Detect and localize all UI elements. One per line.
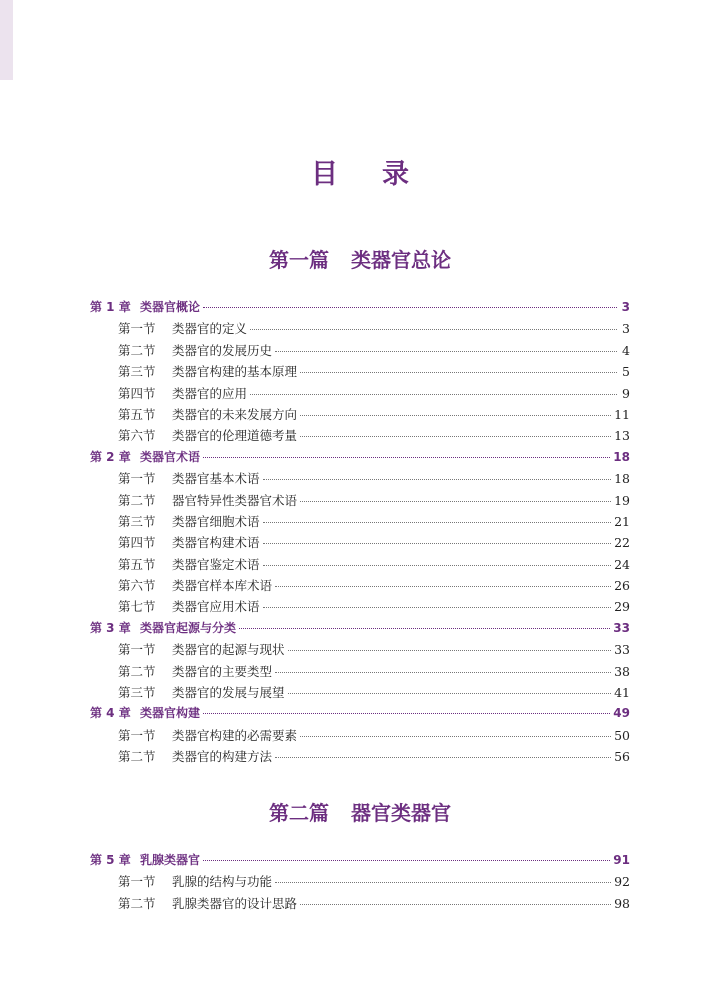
toc-section-entry[interactable] xyxy=(90,596,630,617)
entry-title: 器官特异性类器官术语 xyxy=(172,492,298,508)
entry-label xyxy=(90,575,272,596)
entry-number: 第六节 xyxy=(118,428,156,444)
toc-section-entry[interactable] xyxy=(90,425,630,446)
entry-title: 类器官基本术语 xyxy=(172,471,260,487)
entry-label xyxy=(90,703,200,724)
entry-label xyxy=(90,554,260,575)
entry-number: 第 4 章 xyxy=(90,706,131,721)
entry-number: 第二节 xyxy=(118,663,156,679)
page-number: 24 xyxy=(614,556,630,572)
page-number: 5 xyxy=(622,364,630,380)
toc-section-entry[interactable] xyxy=(90,575,630,596)
toc-section-entry[interactable] xyxy=(90,746,630,767)
entry-label xyxy=(90,746,272,767)
leader-dots xyxy=(275,672,611,673)
page-number: 21 xyxy=(614,513,630,529)
leader-dots xyxy=(239,628,610,629)
toc-chapter-entry[interactable] xyxy=(90,447,630,468)
entry-number: 第五节 xyxy=(118,406,156,422)
entry-number: 第一节 xyxy=(118,642,156,658)
leader-dots xyxy=(300,372,617,373)
leader-dots xyxy=(203,860,610,861)
leader-dots xyxy=(203,713,610,714)
toc-chapter-entry[interactable] xyxy=(90,297,630,318)
entry-label xyxy=(90,661,272,682)
toc-section-entry[interactable] xyxy=(90,661,630,682)
page-number: 91 xyxy=(613,853,630,867)
leader-dots xyxy=(300,904,611,905)
entry-title: 类器官细胞术语 xyxy=(172,513,260,529)
entry-title: 类器官的应用 xyxy=(172,385,248,401)
leader-dots xyxy=(263,479,612,480)
entry-number: 第一节 xyxy=(118,321,156,337)
toc-section-entry[interactable] xyxy=(90,682,630,703)
entry-title: 乳腺的结构与功能 xyxy=(172,874,273,890)
leader-dots xyxy=(275,882,611,883)
toc-chapter-entry[interactable] xyxy=(90,850,630,871)
entry-title: 类器官的未来发展方向 xyxy=(172,406,298,422)
entry-label xyxy=(90,490,297,511)
entry-number: 第四节 xyxy=(118,535,156,551)
entry-label xyxy=(90,618,236,639)
page-number: 18 xyxy=(613,449,630,464)
page-number: 19 xyxy=(614,492,630,508)
entry-title: 类器官的发展历史 xyxy=(172,342,273,358)
leader-dots xyxy=(300,415,611,416)
page-number: 33 xyxy=(614,642,630,658)
page-number: 4 xyxy=(622,342,630,358)
entry-number: 第五节 xyxy=(118,556,156,572)
leader-dots xyxy=(288,650,612,651)
entry-label xyxy=(90,893,297,914)
entry-number: 第七节 xyxy=(118,599,156,615)
entry-number: 第三节 xyxy=(118,685,156,701)
part-title-1 xyxy=(0,244,720,273)
leader-dots xyxy=(275,757,611,758)
entry-number: 第二节 xyxy=(118,492,156,508)
leader-dots xyxy=(300,736,611,737)
page-number: 50 xyxy=(614,727,630,743)
toc-section-entry[interactable] xyxy=(90,404,630,425)
entry-label xyxy=(90,447,200,468)
entry-label xyxy=(90,383,247,404)
leader-dots xyxy=(300,436,611,437)
entry-title: 类器官起源与分类 xyxy=(140,620,237,635)
entry-label xyxy=(90,318,247,339)
page-number: 56 xyxy=(614,749,630,765)
leader-dots xyxy=(300,501,611,502)
entry-label xyxy=(90,511,260,532)
entry-label xyxy=(90,340,272,361)
entry-title: 类器官概论 xyxy=(140,300,201,314)
toc-list-part-2 xyxy=(90,850,630,914)
entry-title: 乳腺类器官 xyxy=(140,853,201,867)
entry-number: 第二节 xyxy=(118,342,156,358)
toc-section-entry[interactable] xyxy=(90,383,630,404)
entry-title: 类器官构建的基本原理 xyxy=(172,364,298,380)
part-number: 第一篇 xyxy=(269,248,329,272)
entry-label xyxy=(90,682,285,703)
entry-title: 类器官构建的必需要素 xyxy=(172,727,298,743)
entry-number: 第一节 xyxy=(118,727,156,743)
entry-label xyxy=(90,532,260,553)
page-number: 3 xyxy=(621,300,630,314)
entry-number: 第四节 xyxy=(118,385,156,401)
part-title-2 xyxy=(0,797,720,826)
entry-title: 类器官鉴定术语 xyxy=(172,556,260,572)
entry-number: 第 2 章 xyxy=(90,449,131,464)
leader-dots xyxy=(263,565,612,566)
page-title: 目录 xyxy=(311,159,453,190)
toc-chapter-entry[interactable] xyxy=(90,618,630,639)
toc-section-entry[interactable] xyxy=(90,511,630,532)
entry-title: 类器官的伦理道德考量 xyxy=(172,428,298,444)
part-name: 类器官总论 xyxy=(351,248,451,272)
page-number: 92 xyxy=(614,874,630,890)
leader-dots xyxy=(263,607,612,608)
entry-title: 类器官的主要类型 xyxy=(172,663,273,679)
entry-label xyxy=(90,596,260,617)
page-number: 29 xyxy=(614,599,630,615)
leader-dots xyxy=(263,522,612,523)
page-number: 38 xyxy=(614,663,630,679)
toc-section-entry[interactable] xyxy=(90,361,630,382)
entry-label xyxy=(90,639,285,660)
toc-section-entry[interactable] xyxy=(90,639,630,660)
entry-number: 第 1 章 xyxy=(90,300,131,314)
toc-section-entry[interactable] xyxy=(90,318,630,339)
entry-title: 类器官应用术语 xyxy=(172,599,260,615)
entry-title: 类器官术语 xyxy=(140,449,201,464)
entry-label xyxy=(90,850,200,871)
entry-title: 乳腺类器官的设计思路 xyxy=(172,895,298,911)
page-number: 33 xyxy=(613,620,630,635)
entry-title: 类器官的起源与现状 xyxy=(172,642,285,658)
entry-title: 类器官的发展与展望 xyxy=(172,685,285,701)
entry-title: 类器官样本库术语 xyxy=(172,578,273,594)
page-number: 3 xyxy=(622,321,630,337)
toc-section-entry[interactable] xyxy=(90,532,630,553)
page-number: 13 xyxy=(614,428,630,444)
leader-dots xyxy=(263,543,612,544)
toc-section-entry[interactable] xyxy=(90,340,630,361)
toc-chapter-entry[interactable] xyxy=(90,703,630,724)
entry-label xyxy=(90,468,260,489)
leader-dots xyxy=(203,457,610,458)
entry-number: 第二节 xyxy=(118,749,156,765)
toc-section-entry[interactable] xyxy=(90,490,630,511)
leader-dots xyxy=(203,307,617,308)
entry-label xyxy=(90,297,200,318)
entry-label xyxy=(90,871,272,892)
toc-section-entry[interactable] xyxy=(90,554,630,575)
entry-label xyxy=(90,404,297,425)
toc-section-entry[interactable] xyxy=(90,893,630,914)
page-edge-strip xyxy=(0,0,13,80)
entry-title: 类器官的构建方法 xyxy=(172,749,273,765)
leader-dots xyxy=(250,394,617,395)
entry-number: 第六节 xyxy=(118,578,156,594)
entry-number: 第 5 章 xyxy=(90,853,131,867)
entry-number: 第三节 xyxy=(118,364,156,380)
entry-number: 第一节 xyxy=(118,471,156,487)
leader-dots xyxy=(250,329,617,330)
entry-title: 类器官构建术语 xyxy=(172,535,260,551)
entry-title: 类器官构建 xyxy=(140,706,201,721)
entry-label xyxy=(90,425,297,446)
page-number: 98 xyxy=(614,895,630,911)
page-number: 41 xyxy=(614,685,630,701)
part-number: 第二篇 xyxy=(269,801,329,825)
entry-number: 第二节 xyxy=(118,895,156,911)
page-number: 9 xyxy=(622,385,630,401)
toc-section-entry[interactable] xyxy=(90,468,630,489)
entry-number: 第一节 xyxy=(118,874,156,890)
leader-dots xyxy=(275,351,617,352)
page-number: 26 xyxy=(614,578,630,594)
page-number: 49 xyxy=(613,706,630,721)
toc-section-entry[interactable] xyxy=(90,725,630,746)
page-number: 22 xyxy=(614,535,630,551)
entry-title: 类器官的定义 xyxy=(172,321,248,337)
leader-dots xyxy=(288,693,612,694)
entry-number: 第三节 xyxy=(118,513,156,529)
page-number: 18 xyxy=(614,471,630,487)
toc-list-part-1 xyxy=(90,297,630,768)
entry-label xyxy=(90,361,297,382)
entry-label xyxy=(90,725,297,746)
part-name: 器官类器官 xyxy=(351,801,451,825)
toc-section-entry[interactable] xyxy=(90,871,630,892)
leader-dots xyxy=(275,586,611,587)
entry-number: 第 3 章 xyxy=(90,620,131,635)
page-number: 11 xyxy=(614,406,630,422)
